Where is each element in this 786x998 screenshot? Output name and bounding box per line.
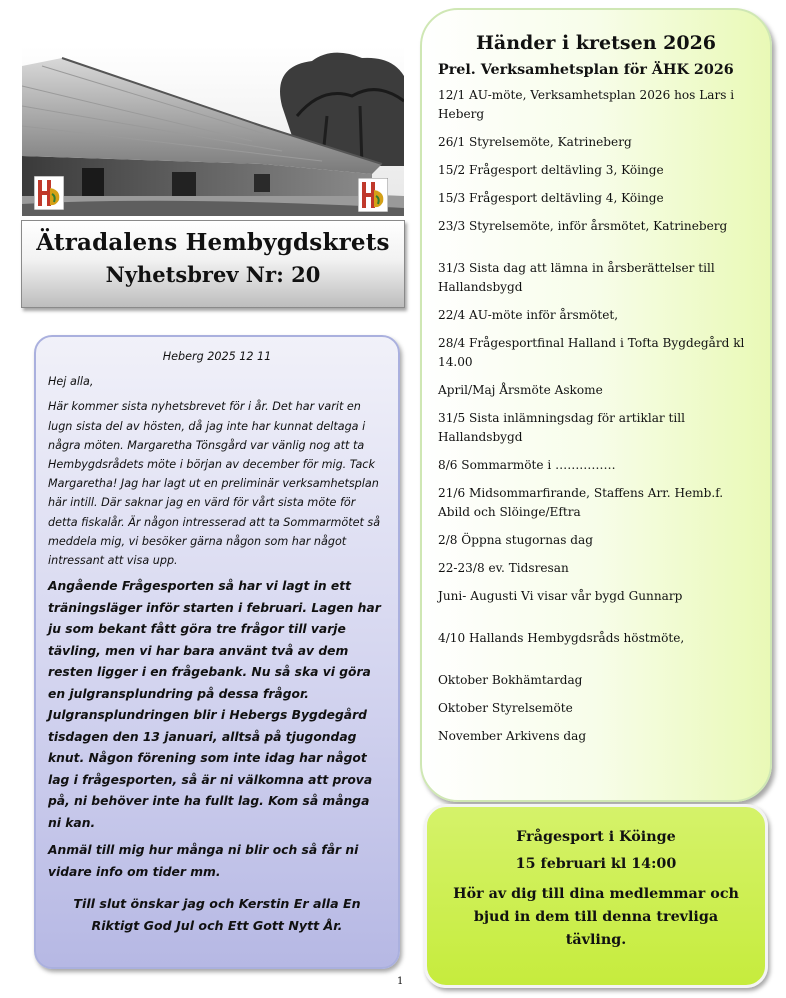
event-item: 4/10 Hallands Hembygdsråds höstmöte, [438, 631, 685, 645]
event-item: 22/4 AU-möte inför årsmötet, [438, 308, 619, 322]
event-item: 26/1 Styrelsemöte, Katrineberg [438, 135, 632, 149]
event-item: 2/8 Öppna stugornas dag [438, 533, 593, 547]
letter-paragraph: Anmäl till mig hur många ni blir och så får ni vidare info om tider mm. [48, 843, 359, 879]
highlight-title: Frågesport i Köinge [516, 829, 676, 845]
events-heading: Händer i kretsen 2026 [475, 32, 717, 54]
event-item: Oktober Bokhämtardag [438, 673, 583, 687]
events-list [436, 86, 756, 746]
letter-paragraph: Angående Frågesporten så har vi lagt in ett träningsläger inför starten i februari. Lagen har ju som bekant fått göra tre frågor till varje tävling, men vi har bara använt två av dem resten ligger i en frågebank. Nu så ska vi göra en julgransplundring på dessa frågor. Julgransplundringen blir i Hebergs Bygdegård tisdagen den 13 januari, alltså på tjugondag knut. Någon förening som inte idag har något lag i frågesporten, så är ni välkomna att prova på, ni behöver inte ha fullt lag. Kom så många ni kan. [48, 579, 381, 830]
title-banner [21, 220, 405, 308]
event-item: 31/3 Sista dag att lämna in årsberättelser till Hallandsbygd [438, 261, 715, 294]
page-number: 1 [397, 976, 404, 987]
event-item: 8/6 Sommarmöte i …………… [438, 458, 616, 472]
events-subheading: Prel. Verksamhetsplan för ÄHK 2026 [438, 62, 734, 78]
event-item: 21/6 Midsommarfirande, Staffens Arr. Hemb.f. Abild och Slöinge/Eftra [438, 486, 724, 519]
event-item: April/Maj Årsmöte Askome [438, 383, 603, 397]
event-item: Juni- Augusti Vi visar vår bygd Gunnarp [438, 589, 683, 603]
event-item: 28/4 Frågesportfinal Halland i Tofta Bygdegård kl 14.00 [438, 336, 745, 369]
event-item: 12/1 AU-möte, Verksamhetsplan 2026 hos Lars i Heberg [438, 88, 735, 121]
newsletter-title: Ätradalens Hembygdskrets [36, 229, 390, 256]
event-item: 31/5 Sista inlämningsdag för artiklar till Hallandsbygd [438, 411, 686, 444]
letter-greeting: Hej alla, [48, 375, 94, 389]
letter-paragraph: Här kommer sista nyhetsbrevet för i år. Det har varit en lugn sista del av hösten, då jag inte har kunnat deltaga i några möten. Margaretha Tönsgård var vänlig nog att ta Hembygdsrådets möte i början av december för mig. Tack Margaretha! Jag har lagt ut en preliminär verksamhetsplan här intill. Där saknar jag en värd för vårt sista möte för detta fiskalår. Är någon intresserad att ta Sommarmötet så meddela mig, vi besöker gärna någon som har något intressant att visa upp. [48, 400, 381, 568]
header-photo [22, 46, 404, 216]
event-item: November Arkivens dag [438, 729, 587, 743]
quiz-highlight-box [424, 804, 768, 988]
highlight-date: 15 februari kl 14:00 [515, 856, 677, 872]
event-item: 23/3 Styrelsemöte, inför årsmötet, Katrineberg [438, 219, 728, 233]
events-panel [420, 8, 772, 802]
event-item: 15/3 Frågesport deltävling 4, Köinge [438, 191, 664, 205]
newsletter-issue: Nyhetsbrev Nr: 20 [105, 262, 321, 287]
highlight-text: Hör av dig till dina medlemmar och bjud in dem till denna trevliga tävling. [453, 886, 739, 948]
letter-panel [34, 335, 400, 969]
hembygd-logo-icon [34, 176, 64, 210]
letter-closing: Till slut önskar jag och Kerstin Er alla En Riktigt God Jul och Ett Gott Nytt År. [73, 896, 361, 934]
letter-date: Heberg 2025 12 11 [162, 350, 272, 363]
event-item: 15/2 Frågesport deltävling 3, Köinge [438, 163, 664, 177]
farmhouse-illustration [22, 46, 404, 216]
event-item: 22-23/8 ev. Tidsresan [438, 561, 569, 575]
event-item: Oktober Styrelsemöte [438, 701, 573, 715]
hembygd-logo-icon [358, 178, 388, 212]
